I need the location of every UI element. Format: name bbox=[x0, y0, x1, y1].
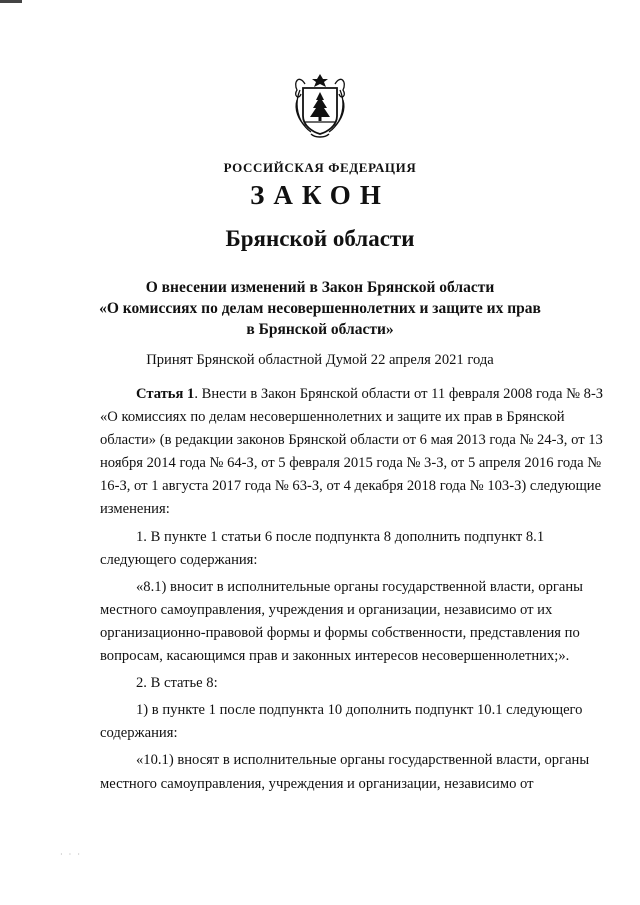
paragraph-item-1: 1. В пункте 1 статьи 6 после подпункта 8 дополнить подпункт 8.1 следующего содержания: bbox=[100, 528, 545, 568]
region-title: Брянской области bbox=[225, 226, 415, 251]
paragraph-subitem-1: 1) в пункте 1 после подпункта 10 дополнить подпункт 10.1 следующего содержания: bbox=[100, 702, 583, 742]
paragraph-quote-8-1: «8.1) вносит в исполнительные органы государственной власти, органы местного самоуправления, учреждения и организации, независимо от их организационно-правовой формы и формы собственности, представления по вопросам, касающимся прав и законных интересов несовершеннолетних;». bbox=[100, 578, 583, 665]
scan-corner-mark bbox=[0, 0, 22, 3]
article-1-label: Статья 1 bbox=[136, 386, 195, 402]
law-title-line-1: О внесении изменений в Закон Брянской области bbox=[145, 279, 495, 296]
header-country: РОССИЙСКАЯ ФЕДЕРАЦИЯ bbox=[223, 160, 417, 175]
article-1-text: . Внести в Закон Брянской области от 11 февраля 2008 года № 8-З «О комиссиях по делам несовершеннолетних и защите их прав в Брянской области» (в редакции законов Брянской области от 6 мая 2013 года № 24-З, от 13 ноября 2014 года № 64-З, от 5 февраля 2015 года № 3-З, от 5 апреля 2016 года № 16-З, от 1 августа 2017 года № 63-З, от 4 декабря 2018 года № 103-З) следующие изменения: bbox=[100, 386, 604, 518]
adoption-statement: Принят Брянской областной Думой 22 апреля 2021 года bbox=[146, 352, 494, 368]
document-type-title: ЗАКОН bbox=[250, 180, 390, 210]
article-1-paragraph bbox=[100, 383, 608, 522]
paragraph-quote-10-1: «10.1) вносят в исполнительные органы государственной власти, органы местного самоуправления, учреждения и организации, независимо от bbox=[100, 752, 590, 792]
law-title bbox=[60, 277, 580, 340]
law-body bbox=[100, 383, 608, 800]
scan-artifact-dots: · · · bbox=[60, 850, 82, 859]
law-title-line-3: в Брянской области» bbox=[246, 321, 394, 338]
bryansk-coat-of-arms-emblem bbox=[291, 70, 349, 140]
paragraph-item-2: 2. В статье 8: bbox=[136, 675, 218, 692]
law-title-line-2: «О комиссиях по делам несовершеннолетних и защите их прав bbox=[99, 300, 541, 317]
